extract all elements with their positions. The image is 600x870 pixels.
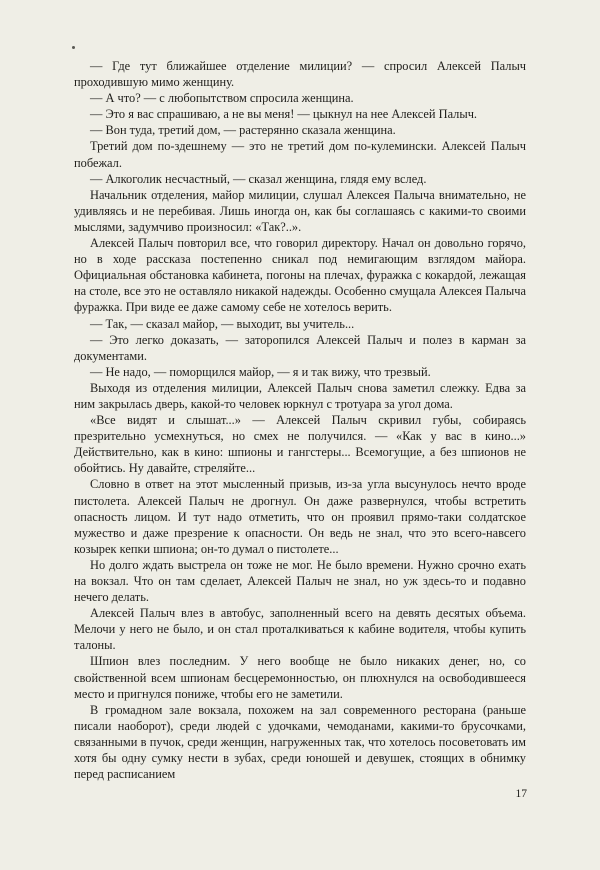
paragraph: — Вон туда, третий дом, — растерянно сказала женщина. bbox=[90, 123, 396, 138]
paragraph: — Не надо, — поморщился майор, — я и так вижу, что трезвый. bbox=[90, 364, 431, 379]
paragraph: — Это легко доказать, — заторопился Алексей Палыч и полез в карман за документами. bbox=[74, 332, 526, 363]
paragraph: Выходя из отделения милиции, Алексей Палыч снова заметил слежку. Едва за ним закрылась дверь, какой-то человек юркнул с тротуара за угол дома. bbox=[74, 380, 526, 411]
page-number: 17 bbox=[515, 788, 527, 800]
paragraph: — Так, — сказал майор, — выходит, вы учитель... bbox=[90, 316, 355, 331]
print-speck bbox=[72, 46, 75, 49]
paragraph: В громадном зале вокзала, похожем на зал современного ресторана (раньше писали наоборот), среди людей с удочками, чемоданами, какими-то брусочками, связанными в пучок, среди женщин, нагруженных так, что хотелось посоветовать им хотя бы одну сумку нести в зубах, среди юношей и девушек, стоящих в обнимку перед расписанием bbox=[74, 702, 526, 782]
body-text bbox=[74, 58, 526, 782]
paragraph: Алексей Палыч влез в автобус, заполненный всего на девять десятых объема. Мелочи у него не было, и он стал проталкиваться к кабине водителя, чтобы купить талоны. bbox=[74, 606, 526, 653]
paragraph: — А что? — с любопытством спросила женщина. bbox=[90, 91, 354, 106]
paragraph: «Все видят и слышат...» — Алексей Палыч скривил губы, собираясь презрительно усмехнуться, но смех не получился. — «Как у вас в кино...» Действительно, как в кино: шпионы и гангстеры... Всемогущие, а без шпионов не обойтись. Ну давайте, стреляйте... bbox=[74, 413, 526, 476]
paragraph: — Алкоголик несчастный, — сказал женщина, глядя ему вслед. bbox=[90, 171, 427, 186]
paragraph: — Где тут ближайшее отделение милиции? — спросил Алексей Палыч проходившую мимо женщину. bbox=[74, 59, 526, 90]
paragraph: Словно в ответ на этот мысленный призыв, из-за угла высунулось нечто вроде пистолета. Алексей Палыч не дрогнул. Он даже развернулся, чтобы встретить опасность лицом. И тут надо отметить, что он проявил прямо-таки солдатское мужество и даже презрение к опасности. Он ведь не знал, что это всего-навсего козырек кепки шпиона; он-то думал о пистолете... bbox=[74, 477, 526, 556]
paragraph: Но долго ждать выстрела он тоже не мог. Не было времени. Нужно срочно ехать на вокзал. Что он там сделает, Алексей Палыч не знал, но уж здесь-то и подавно нечего делать. bbox=[74, 557, 526, 605]
paragraph: Третий дом по-здешнему — это не третий дом по-кулемински. Алексей Палыч побежал. bbox=[74, 139, 526, 170]
paragraph: — Это я вас спрашиваю, а не вы меня! — цыкнул на нее Алексей Палыч. bbox=[90, 107, 478, 122]
paragraph: Шпион влез последним. У него вообще не было никаких денег, но, со свойственной всем шпионам бесцеремонностью, он плюхнулся на освободившееся место и пригнулся пониже, чтобы его не заметили. bbox=[74, 654, 526, 701]
paragraph: Алексей Палыч повторил все, что говорил директору. Начал он довольно горячо, но в ходе рассказа постепенно сникал под немигающим взглядом майора. Официальная обстановка кабинета, погоны на плечах, фуражка с кокардой, лежащая на столе, все это не оставляло никакой надежды. Особенно смущала Алексея Палыча фуражка. При виде ее даже самому себе не хотелось верить. bbox=[74, 236, 526, 315]
paragraph: Начальник отделения, майор милиции, слушал Алексея Палыча внимательно, не удивляясь и не перебивая. Лишь иногда он, как бы соглашаясь с какими-то своими мыслями, задумчиво произносил: «Так?..». bbox=[74, 187, 526, 234]
